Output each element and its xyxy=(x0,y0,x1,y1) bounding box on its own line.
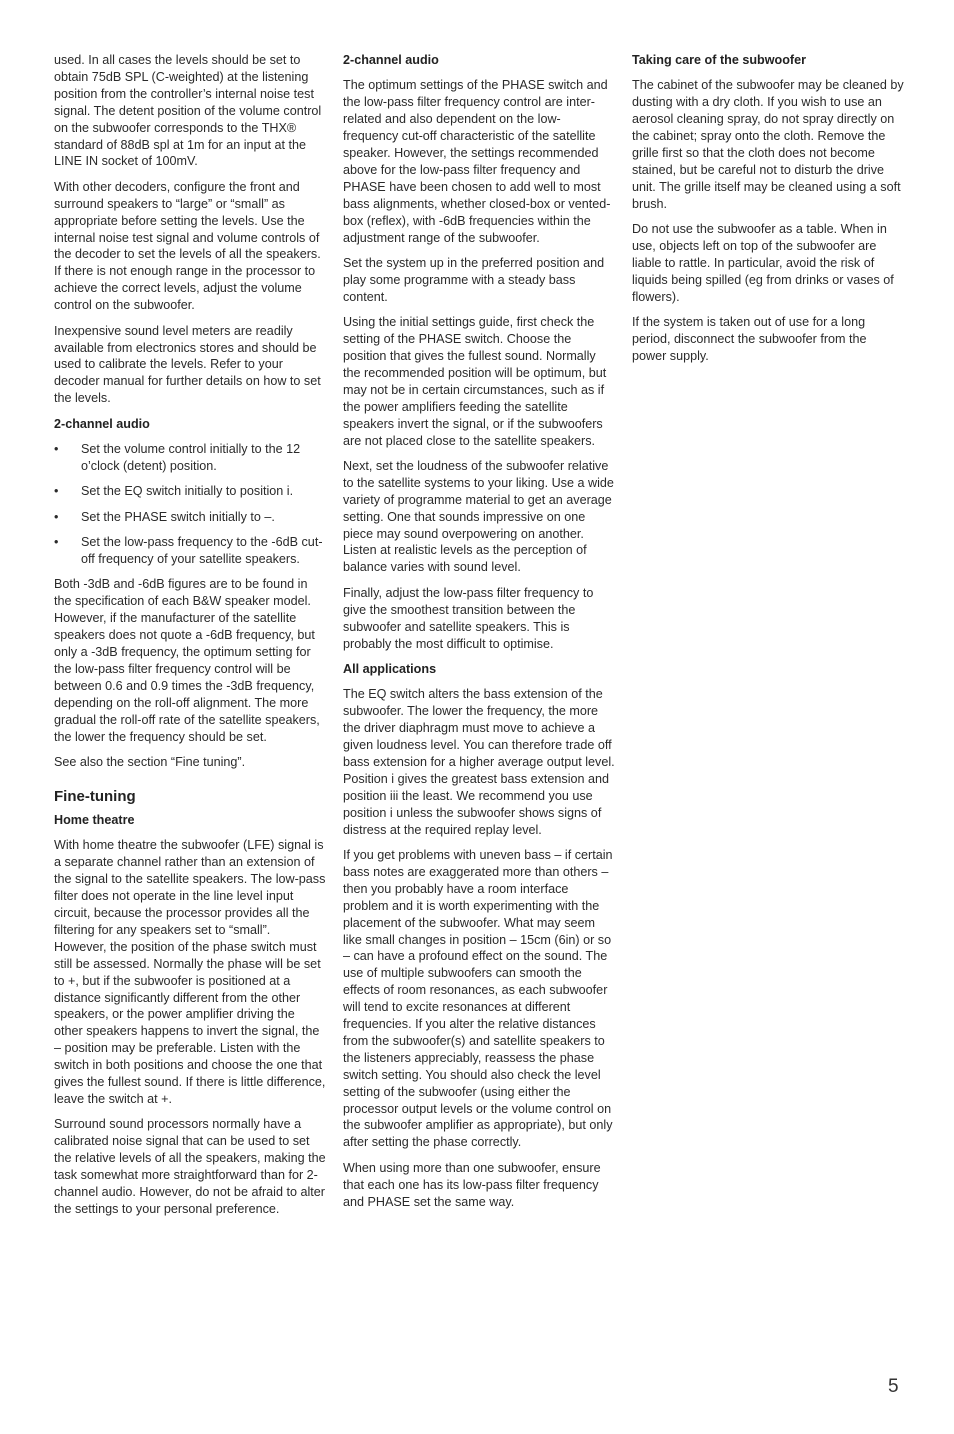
paragraph: Set the system up in the preferred position and play some programme with a steady bass content. xyxy=(343,255,605,304)
paragraph: The optimum settings of the PHASE switch and the low-pass filter frequency control are inter-related and also dependent on the low-frequency cut-off characteristic of the satellite speaker. However, the settings recommended above for the low-pass filter frequency and PHASE have been chosen to add well to most bass alignments, whether closed-box or vented-box (reflex), with -6dB frequencies within the adjustment range of the subwoofer. xyxy=(343,78,611,245)
column-left xyxy=(54,52,326,1226)
page-number: 5 xyxy=(888,1376,899,1397)
paragraph: Both -3dB and -6dB figures are to be found in the specification of each B&W speaker model. However, if the manufacturer of the satellite speakers does not quote a -6dB frequency, but only a -3dB frequency, the optimum setting for the low-pass filter frequency control will be between 0.6 and 0.9 times the -3dB frequency, depending on the roll-off alignment. The more gradual the roll-off rate of the satellite speakers, the lower the frequency should be set. xyxy=(54,577,320,744)
section-heading-care: Taking care of the subwoofer xyxy=(632,53,807,67)
section-heading-all-applications: All applications xyxy=(343,661,437,676)
list-item: • Set the low-pass frequency to the -6dB cut-off frequency of your satellite speakers. xyxy=(54,534,326,568)
list-item: • Set the EQ switch initially to position i. xyxy=(54,483,326,500)
paragraph: Using the initial settings guide, first check the setting of the PHASE switch. Choose the position that gives the fullest sound. Normally the recommended position will be optimum, but may not be in certain circumstances, such as if the power amplifiers feeding the satellite speakers invert the signal, or if the subwoofers are not placed close to the satellite speakers. xyxy=(343,315,607,448)
paragraph: Finally, adjust the low-pass filter frequency to give the smoothest transition between the subwoofer and satellite speakers. This is probably the most difficult to optimise. xyxy=(343,585,594,651)
section-heading-2-channel-audio: 2-channel audio xyxy=(54,416,150,431)
column-middle xyxy=(343,52,615,1219)
paragraph: Surround sound processors normally have a calibrated noise signal that can be used to set the relative levels of all the speakers, making the task somewhat more straightforward than for 2-channel audio. However, do not be afraid to alter the settings to your personal preference. xyxy=(54,1117,326,1216)
paragraph: With other decoders, configure the front and surround speakers to “large” or “small” as appropriate before setting the levels. Use the internal noise test signal and volume controls of the decoder to set the levels of all the speakers. If there is not enough range in the processor to achieve the correct levels, adjust the volume control on the subwoofer. xyxy=(54,179,321,313)
paragraph: The cabinet of the subwoofer may be cleaned by dusting with a dry cloth. If you wish to use an aerosol cleaning spray, do not spray directly on the cabinet; spray onto the cloth. Remove the grille first so that the cloth does not become stained, but be careful not to disturb the drive unit. The grille itself may be cleaned using a soft brush. xyxy=(632,78,904,211)
paragraph: When using more than one subwoofer, ensure that each one has its low-pass filter frequency and PHASE set the same way. xyxy=(343,1160,601,1209)
section-heading-home-theatre: Home theatre xyxy=(54,812,135,827)
paragraph: With home theatre the subwoofer (LFE) signal is a separate channel rather than an extension of the signal to the satellite speakers. The low-pass filter does not operate in the line level input circuit, because the processor provides all the filtering for any speakers set to “small”. However, the position of the phase switch must still be assessed. Normally the phase will be set to +, but if the subwoofer is positioned at a distance significantly different from the other speakers, or the power amplifier driving the other speakers happens to invert the signal, the – position may be preferable. Listen with the switch in both positions and choose the one that gives the fullest sound. If there is little difference, leave the switch at +. xyxy=(54,838,326,1106)
paragraph: If you get problems with uneven bass – if certain bass notes are exaggerated more than others – then you probably have a room interface problem and it is worth experimenting with the placement of the subwoofer. What may seem like small changes in position – 15cm (6in) or so – can have a profound effect on the sound. The use of multiple subwoofers can smooth the effects of room resonances, as each subwoofer will tend to excite resonances at different frequencies. If you alter the relative distances from the subwoofer(s) and satellite speakers to the listeners appreciably, reassess the phase switch setting. You should also check the level setting of the subwoofer (using either the processor output levels or the volume control on the subwoofer amplifier as appropriate), but only after setting the phase correctly. xyxy=(343,847,613,1150)
column-right xyxy=(632,52,904,373)
paragraph: used. In all cases the levels should be set to obtain 75dB SPL (C-weighted) at the listening position from the controller’s internal noise test signal. The detent position of the volume control on the subwoofer corresponds to the THX® standard of 88dB spl at 1m for an input at the LINE IN socket of 100mV. xyxy=(54,53,322,169)
list-item: • Set the PHASE switch initially to –. xyxy=(54,509,326,526)
paragraph: The EQ switch alters the bass extension of the subwoofer. The lower the frequency, the more the driver diaphragm must move to achieve a given loudness level. You can therefore trade off bass extension for a higher average output level. Position i gives the greatest bass extension and position iii the least. We recommend you use position i unless the subwoofer shows signs of distress at the required replay level. xyxy=(343,687,615,837)
paragraph: Inexpensive sound level meters are readily available from electronics stores and should be used to calibrate the levels. Refer to your decoder manual for further details on how to set the levels. xyxy=(54,323,321,406)
paragraph: If the system is taken out of use for a long period, disconnect the subwoofer from the power supply. xyxy=(632,315,867,363)
paragraph: Do not use the subwoofer as a table. When in use, objects left on top of the subwoofer are liable to rattle. In particular, avoid the risk of liquids being spilled (eg from drinks or vases of flowers). xyxy=(632,222,894,304)
list-item: • Set the volume control initially to the 12 o’clock (detent) position. xyxy=(54,441,326,475)
initial-settings-list xyxy=(54,441,326,568)
paragraph: Next, set the loudness of the subwoofer relative to the satellite systems to your liking. Use a wide variety of programme material to get an average setting. One that sounds impressive on one piece may sound overpowering on another. Listen at realistic levels as the perception of balance varies with sound level. xyxy=(343,458,614,575)
section-title-fine-tuning: Fine-tuning xyxy=(54,787,136,805)
paragraph: See also the section “Fine tuning”. xyxy=(54,755,246,770)
section-heading-2-channel-audio: 2-channel audio xyxy=(343,53,439,67)
